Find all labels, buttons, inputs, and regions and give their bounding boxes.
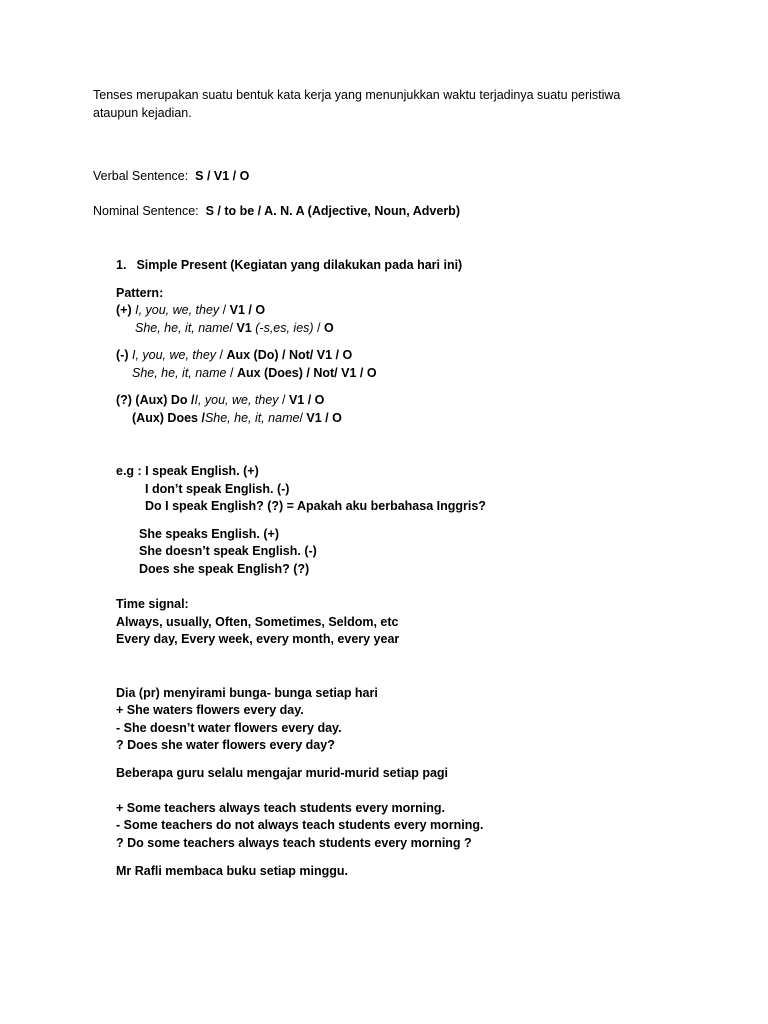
pattern-positive-2 xyxy=(135,320,334,338)
object: O xyxy=(324,321,334,335)
section-title: Simple Present (Kegiatan yang dilakukan pada hari ini) xyxy=(136,258,463,272)
exercise-answer: + Some teachers always teach students every morning. xyxy=(116,801,445,815)
separator: / xyxy=(229,321,237,335)
separator: / xyxy=(278,393,289,407)
subject-group-1: I, you, we, they xyxy=(131,348,217,362)
separator: / xyxy=(216,348,227,362)
nominal-sentence-formula: S / to be / A. N. A (Adjective, Noun, Adverb) xyxy=(205,204,460,218)
question-aux: (Aux) Does / xyxy=(132,411,205,425)
exercise-answer: ? Does she water flowers every day? xyxy=(116,738,335,752)
subject-group-1: I, you, we, they xyxy=(194,393,279,407)
verb-suffix: (-s,es, ies) xyxy=(251,321,314,335)
intro-line-2: ataupun kejadian. xyxy=(93,106,192,120)
subject-group-1: I, you, we, they xyxy=(135,303,220,317)
exercise-prompt: Beberapa guru selalu mengajar murid-murid setiap pagi xyxy=(116,766,449,780)
subject-group-2: She, he, it, name xyxy=(132,366,227,380)
aux-verb-object: Aux (Does) / Not/ V1 / O xyxy=(236,366,377,380)
aux-verb-object: Aux (Do) / Not/ V1 / O xyxy=(226,348,353,362)
question-aux: (?) (Aux) Do / xyxy=(116,393,195,407)
exercise-prompt: Mr Rafli membaca buku setiap minggu. xyxy=(116,864,348,878)
section-heading xyxy=(116,257,462,275)
separator: / xyxy=(219,303,230,317)
example-line: I don’t speak English. (-) xyxy=(145,482,290,496)
subject-group-2: She, he, it, name xyxy=(204,411,300,425)
verb-object: V1 / O xyxy=(288,393,325,407)
pattern-negative-1 xyxy=(116,347,352,365)
time-signal-line: Always, usually, Often, Sometimes, Seldom, etc xyxy=(116,615,399,629)
example-line: She speaks English. (+) xyxy=(139,527,279,541)
nominal-sentence-label: Nominal Sentence: xyxy=(93,204,206,218)
time-signal-label: Time signal: xyxy=(116,597,189,611)
intro-line-1: Tenses merupakan suatu bentuk kata kerja yang menunjukkan waktu terjadinya suatu peristiwa xyxy=(93,88,621,102)
exercise-prompt: Dia (pr) menyirami bunga- bunga setiap hari xyxy=(116,686,378,700)
verb-object: V1 / O xyxy=(306,411,342,425)
example-line: She doesn’t speak English. (-) xyxy=(139,544,317,558)
exercise-answer: + She waters flowers every day. xyxy=(116,703,304,717)
example-line: e.g : I speak English. (+) xyxy=(116,464,259,478)
verb: V1 xyxy=(236,321,252,335)
example-line: Do I speak English? (?) = Apakah aku berbahasa Inggris? xyxy=(145,499,486,513)
section-number: 1. xyxy=(116,258,127,272)
positive-sign: (+) xyxy=(116,303,136,317)
verbal-sentence-formula: S / V1 / O xyxy=(195,169,250,183)
separator: / xyxy=(299,411,307,425)
subject-group-2: She, he, it, name xyxy=(135,321,230,335)
pattern-question-2 xyxy=(132,410,342,428)
verb-object: V1 / O xyxy=(229,303,266,317)
negative-sign: (-) xyxy=(116,348,132,362)
pattern-negative-2 xyxy=(132,365,377,383)
pattern-positive-1 xyxy=(116,302,265,320)
exercise-answer: - She doesn’t water flowers every day. xyxy=(116,721,342,735)
time-signal-line: Every day, Every week, every month, every year xyxy=(116,632,400,646)
verbal-sentence-label: Verbal Sentence: xyxy=(93,169,196,183)
pattern-question-1 xyxy=(116,392,324,410)
verbal-sentence xyxy=(93,168,249,186)
separator: / xyxy=(313,321,324,335)
exercise-answer: ? Do some teachers always teach students every morning ? xyxy=(116,836,472,850)
nominal-sentence xyxy=(93,203,460,221)
pattern-label: Pattern: xyxy=(116,286,164,300)
exercise-answer: - Some teachers do not always teach students every morning. xyxy=(116,818,484,832)
example-line: Does she speak English? (?) xyxy=(139,562,310,576)
separator: / xyxy=(226,366,237,380)
